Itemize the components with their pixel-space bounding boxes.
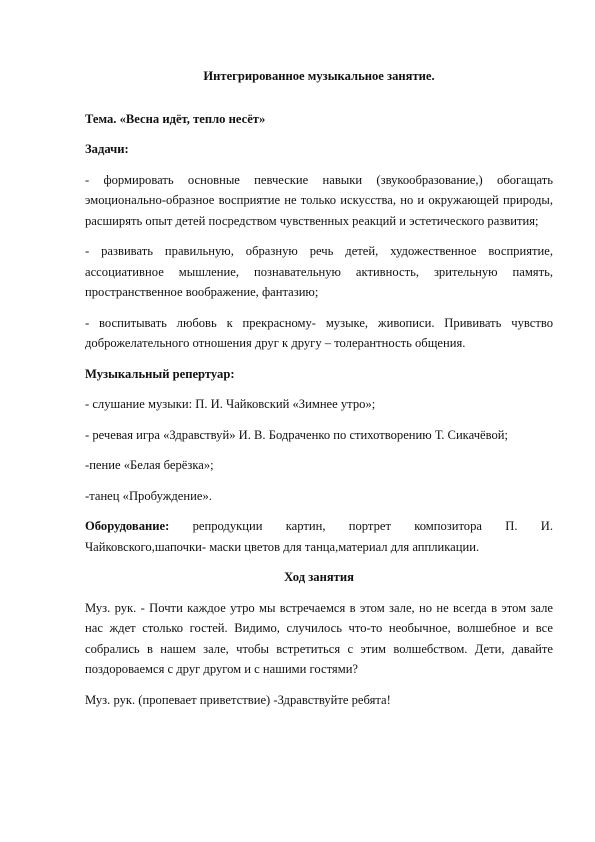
repertoire-item: - слушание музыки: П. И. Чайковский «Зимнее утро»; [85, 397, 376, 411]
lesson-heading: Ход занятия [284, 570, 354, 584]
repertoire-item: - речевая игра «Здравствуй» И. В. Бодраченко по стихотворению Т. Сикачёвой; [85, 427, 509, 442]
task-paragraph: - воспитывать любовь к прекрасному- музыке, живописи. Прививать чувство доброжелательного отношения друг к другу – толерантность общения. [85, 315, 553, 350]
lesson-paragraph: Муз. рук. - Почти каждое утро мы встречаемся в этом зале, но не всегда в этом зале нас ждет столько гостей. Видимо, случилось что-то необычное, волшебное и все собрались в нашем зале, чтобы встретиться с этим волшебством. Дети, давайте поздороваемся с друг другом и с нашими гостями? [85, 600, 553, 676]
lesson-paragraph: Муз. рук. (пропевает приветствие) -Здравствуйте ребята! [85, 692, 391, 707]
equipment-label: Оборудование: [85, 519, 170, 533]
repertoire-label: Музыкальный репертуар: [85, 366, 235, 381]
document-title: Интегрированное музыкальное занятие. [203, 69, 435, 83]
tasks-label: Задачи: [85, 142, 129, 156]
equipment-paragraph [85, 516, 553, 557]
task-paragraph: - формировать основные певческие навыки (звукообразование,) обогащать эмоционально-образное восприятие не только искусства, но и окружающей природы, расширять опыт детей посредством чувственных реакций и эстетического развития; [85, 172, 553, 228]
lesson-topic: Тема. «Весна идёт, тепло несёт» [85, 111, 266, 126]
task-paragraph: - развивать правильную, образную речь детей, художественное восприятие, ассоциативное мышление, познавательную активность, зрительную память, пространственное воображение, фантазию; [85, 244, 553, 299]
document-page [85, 66, 553, 720]
equipment-text: репродукции картин, портрет композитора П. И. Чайковского,шапочки- маски цветов для танца,материал для аппликации. [85, 519, 553, 554]
repertoire-item: -танец «Пробуждение». [85, 488, 212, 503]
repertoire-item: -пение «Белая берёзка»; [85, 458, 214, 472]
